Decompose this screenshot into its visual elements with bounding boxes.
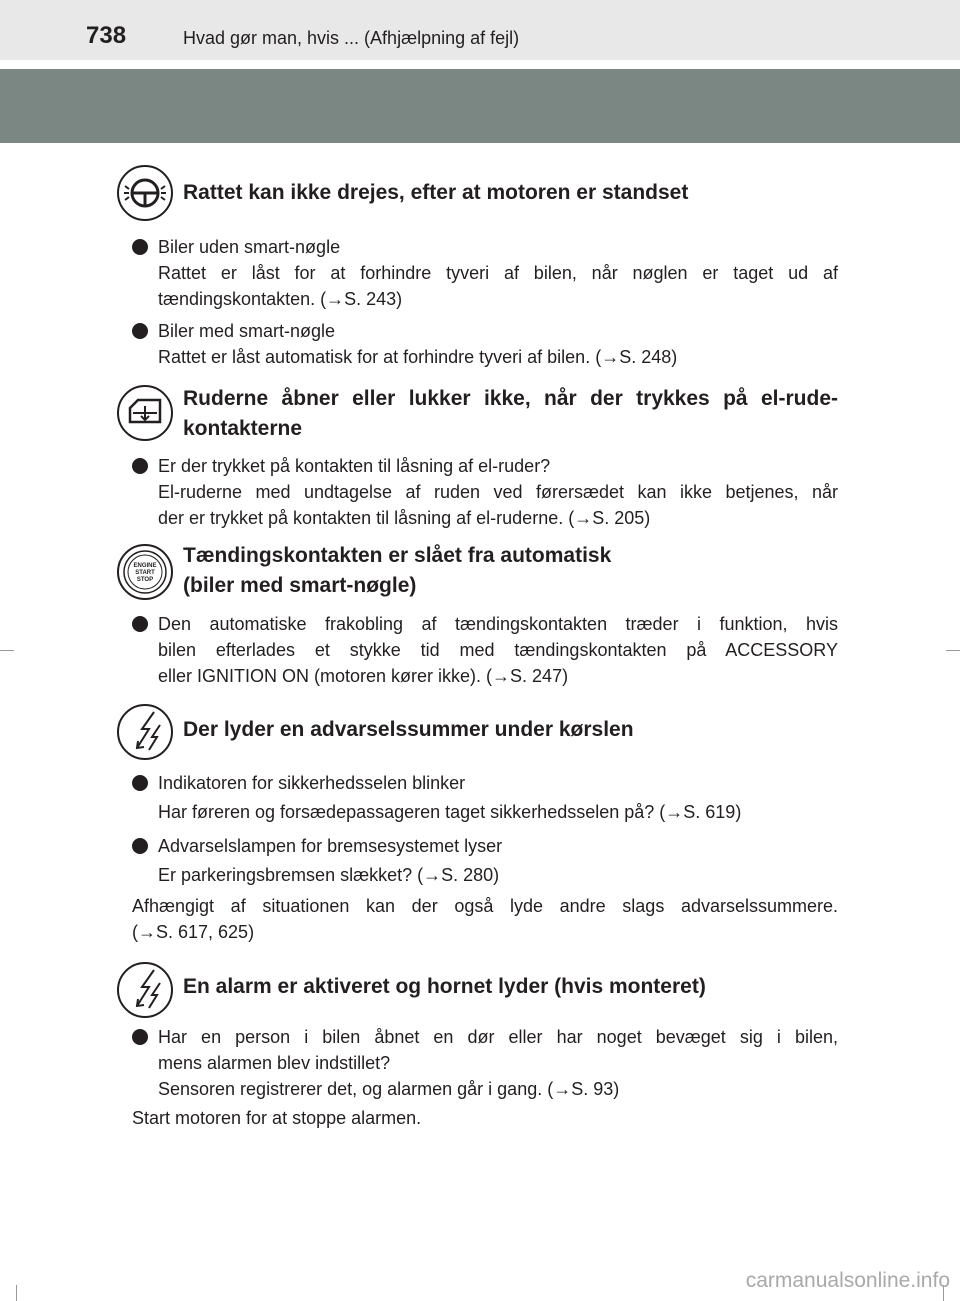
item-text: Sensoren registrerer det, og alarmen går i gang. (→S. 93) bbox=[158, 1079, 620, 1099]
note-text: Afhængigt af situationen kan der også lyde andre slags advarselssummere. bbox=[132, 896, 838, 916]
item-text: Rattet er låst for at forhindre tyveri af bilen, når nøglen er taget ud af bbox=[158, 263, 838, 283]
item-text: mens alarmen blev indstillet? bbox=[158, 1053, 391, 1073]
item-text: El-ruderne med undtagelse af ruden ved førersædet kan ikke betjenes, når bbox=[158, 482, 838, 502]
crop-mark bbox=[0, 650, 14, 651]
section-heading: Rattet kan ikke drejes, efter at motoren er standset bbox=[183, 181, 689, 204]
item-text: der er trykket på kontakten til låsning af el-ruderne. (→S. 205) bbox=[158, 508, 651, 528]
section-banner bbox=[0, 69, 960, 143]
section-heading: Der lyder en advarselssummer under kørslen bbox=[183, 718, 634, 741]
svg-text:ENGINE: ENGINE bbox=[133, 563, 157, 569]
bullet-icon bbox=[132, 775, 148, 791]
power-window-icon bbox=[116, 384, 174, 442]
item-text: Den automatiske frakobling af tændingskontakten træder i funktion, hvis bbox=[158, 614, 838, 634]
steering-wheel-lock-icon bbox=[116, 164, 174, 222]
engine-start-stop-icon bbox=[116, 543, 174, 601]
item-title: Biler med smart-nøgle bbox=[158, 321, 336, 341]
crop-mark bbox=[16, 1285, 17, 1301]
item-text: tændingskontakten. (→S. 243) bbox=[158, 289, 403, 309]
bullet-icon bbox=[132, 838, 148, 854]
item-title: Indikatoren for sikkerhedsselen blinker bbox=[158, 773, 466, 793]
alarm-icon bbox=[116, 961, 174, 1019]
note-text: (→S. 617, 625) bbox=[132, 922, 255, 942]
item-title: Biler uden smart-nøgle bbox=[158, 237, 341, 257]
bullet-icon bbox=[132, 239, 148, 255]
item-text: Har føreren og forsædepassageren taget sikkerhedsselen på? (→S. 619) bbox=[158, 802, 742, 822]
running-title: Hvad gør man, hvis ... (Afhjælpning af fejl) bbox=[183, 28, 520, 48]
section-heading: Ruderne åbner eller lukker ikke, når der trykkes på el-rude- bbox=[183, 387, 838, 410]
page-number: 738 bbox=[86, 22, 127, 49]
item-title: Er der trykket på kontakten til låsning af el-ruder? bbox=[158, 456, 551, 476]
bullet-icon bbox=[132, 1029, 148, 1045]
crop-mark bbox=[946, 650, 960, 651]
section-heading: kontakterne bbox=[183, 417, 303, 440]
section-heading: Tændingskontakten er slået fra automatisk bbox=[183, 544, 612, 567]
note-text: Start motoren for at stoppe alarmen. bbox=[132, 1108, 422, 1128]
item-text: Rattet er låst automatisk for at forhindre tyveri af bilen. (→S. 248) bbox=[158, 347, 678, 367]
bullet-icon bbox=[132, 323, 148, 339]
bullet-icon bbox=[132, 458, 148, 474]
section-heading: (biler med smart-nøgle) bbox=[183, 574, 417, 597]
item-title: Advarselslampen for bremsesystemet lyser bbox=[158, 836, 503, 856]
item-text: Har en person i bilen åbnet en dør eller har noget bevæget sig i bilen, bbox=[158, 1027, 838, 1047]
section-heading: En alarm er aktiveret og hornet lyder (hvis monteret) bbox=[183, 975, 706, 998]
svg-text:STOP: STOP bbox=[136, 577, 154, 583]
bullet-icon bbox=[132, 616, 148, 632]
item-text: bilen efterlades et stykke tid med tændingskontakten på ACCESSORY bbox=[158, 640, 838, 660]
svg-text:START: START bbox=[135, 570, 155, 576]
warning-buzzer-icon bbox=[116, 703, 174, 761]
item-text: Er parkeringsbremsen slækket? (→S. 280) bbox=[158, 865, 500, 885]
item-text: eller IGNITION ON (motoren kører ikke). (→S. 247) bbox=[158, 666, 569, 686]
watermark: carmanualsonline.info bbox=[745, 1269, 950, 1292]
